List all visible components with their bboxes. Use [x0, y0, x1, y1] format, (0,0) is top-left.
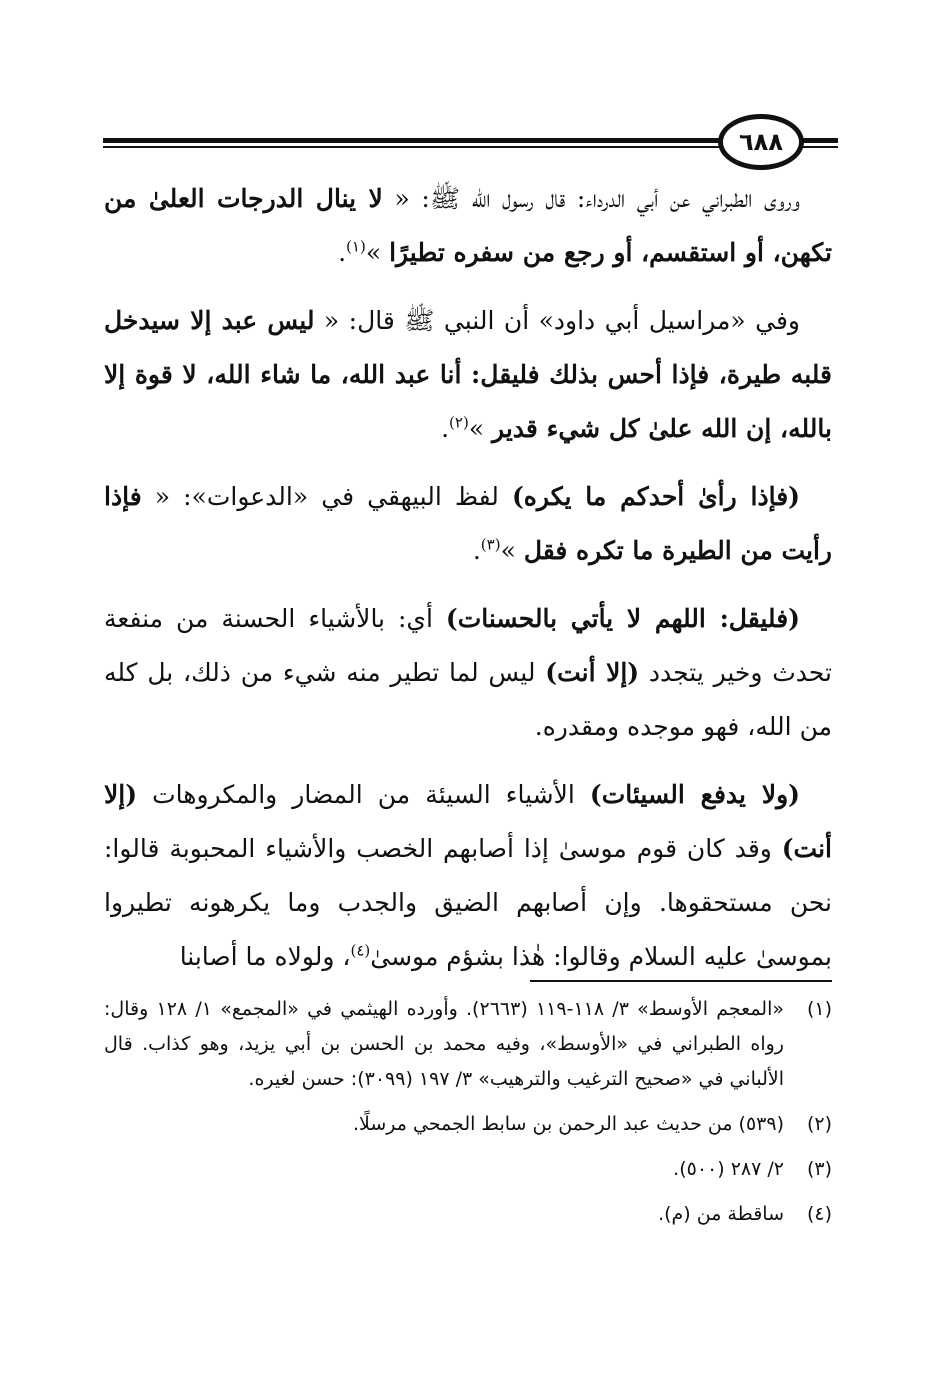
footnote-item: [104, 1197, 832, 1232]
text-run: الأشياء السيئة من المضار والمكروهات: [137, 780, 590, 809]
text-run: وروى الطبراني عن أبي الدرداء: قال رسول الله ﷺ: «: [382, 184, 800, 213]
text-run: ليس لما تطير منه شيء من ذلك، بل كله من الله، فهو موجده ومقدره.: [104, 658, 832, 741]
text-run: وقد كان قوم موسىٰ إذا أصابهم الخصب والأشياء المحبوبة قالوا: نحن مستحقوها. وإن أصابهم الضيق والجدب وما يكرهونه تطيروا بموسىٰ عليه السلام وقالوا: هٰذا بشؤم موسىٰ: [104, 834, 832, 971]
text-run: أي: بالأشياء الحسنة من منفعة تحدث وخير يتجدد: [104, 604, 832, 687]
header-rule: [103, 138, 725, 143]
text-run: وفي «مراسيل أبي داود» أن النبي ﷺ قال: «: [314, 306, 800, 335]
footnote-text: «المعجم الأوسط» ٣/ ١١٨-١١٩ (٢٦٦٣). وأورده الهيثمي في «المجمع» ١/ ١٢٨ وقال: رواه الطبراني في «الأوسط»، وفيه محمد بن الحسن بن أبي يزيد، وهو كذاب. قال الألباني في «صحيح الترغيب والترهيب» ٣/ ١٩٧ (٣٠٩٩): حسن لغيره.: [104, 998, 784, 1090]
paragraph: [104, 294, 832, 456]
paragraph: [104, 768, 832, 984]
footnote-ref: (٤): [350, 941, 371, 960]
footnote-ref: (٣): [480, 535, 501, 554]
emphasized-text: (إلا أنت): [104, 780, 832, 863]
text-run: .: [441, 414, 450, 443]
text-run: »: [365, 238, 390, 267]
header-rule-thin: [103, 146, 725, 148]
footnote-ref: (٢): [449, 413, 469, 432]
footnote-item: [104, 992, 832, 1097]
emphasized-text: (إلا أنت): [545, 658, 640, 687]
paragraph: [104, 172, 832, 280]
text-run: .: [472, 536, 481, 565]
text-run: »: [500, 536, 524, 565]
footnote-text: (٥٣٩) من حديث عبد الرحمن بن سابط الجمحي مرسلًا.: [352, 1113, 784, 1135]
paragraph: [104, 592, 832, 754]
emphasized-text: ليس عبد إلا سيدخل قلبه طيرة، فإذا أحس بذلك فليقل: أنا عبد الله، ما شاء الله، لا قوة إلا بالله، إن الله علىٰ كل شيء قدير: [104, 306, 832, 443]
emphasized-text: (ولا يدفع السيئات): [589, 780, 801, 809]
footnote-number: (١): [806, 998, 832, 1020]
header-rule-tail-thin: [800, 146, 838, 148]
main-text: [104, 172, 832, 998]
emphasized-text: لا ينال الدرجات العلىٰ من تكهن، أو استقسم، أو رجع من سفره تطيرًا: [104, 184, 832, 267]
footnotes: [104, 992, 832, 1242]
emphasized-text: فإذا رأيت من الطيرة ما تكره فقل: [104, 482, 832, 565]
text-run: .: [338, 238, 347, 267]
footnote-item: [104, 1107, 832, 1142]
page-number: ٦٨٨: [739, 128, 783, 156]
text-run: »: [468, 414, 493, 443]
emphasized-text: (فإذا رأىٰ أحدكم ما يكره): [511, 482, 800, 511]
emphasized-text: (فليقل: اللهم لا يأتي بالحسنات): [445, 604, 800, 633]
footnote-separator: [530, 980, 832, 982]
header-rule-tail: [800, 138, 838, 143]
footnote-number: (٢): [806, 1113, 832, 1135]
footnote-text: ساقطة من (م).: [658, 1203, 784, 1225]
footnote-text: ٢/ ٢٨٧ (٥٠٠).: [673, 1158, 784, 1180]
footnote-item: [104, 1152, 832, 1187]
footnote-number: (٣): [806, 1158, 832, 1180]
page-number-badge: [718, 114, 804, 170]
text-run: ، ولولاه ما أصابنا: [179, 942, 351, 971]
text-run: لفظ البيهقي في «الدعوات»: «: [141, 482, 512, 511]
page-header: [0, 0, 945, 190]
footnote-number: (٤): [806, 1203, 832, 1225]
footnote-ref: (١): [346, 237, 366, 256]
paragraph: [104, 470, 832, 578]
